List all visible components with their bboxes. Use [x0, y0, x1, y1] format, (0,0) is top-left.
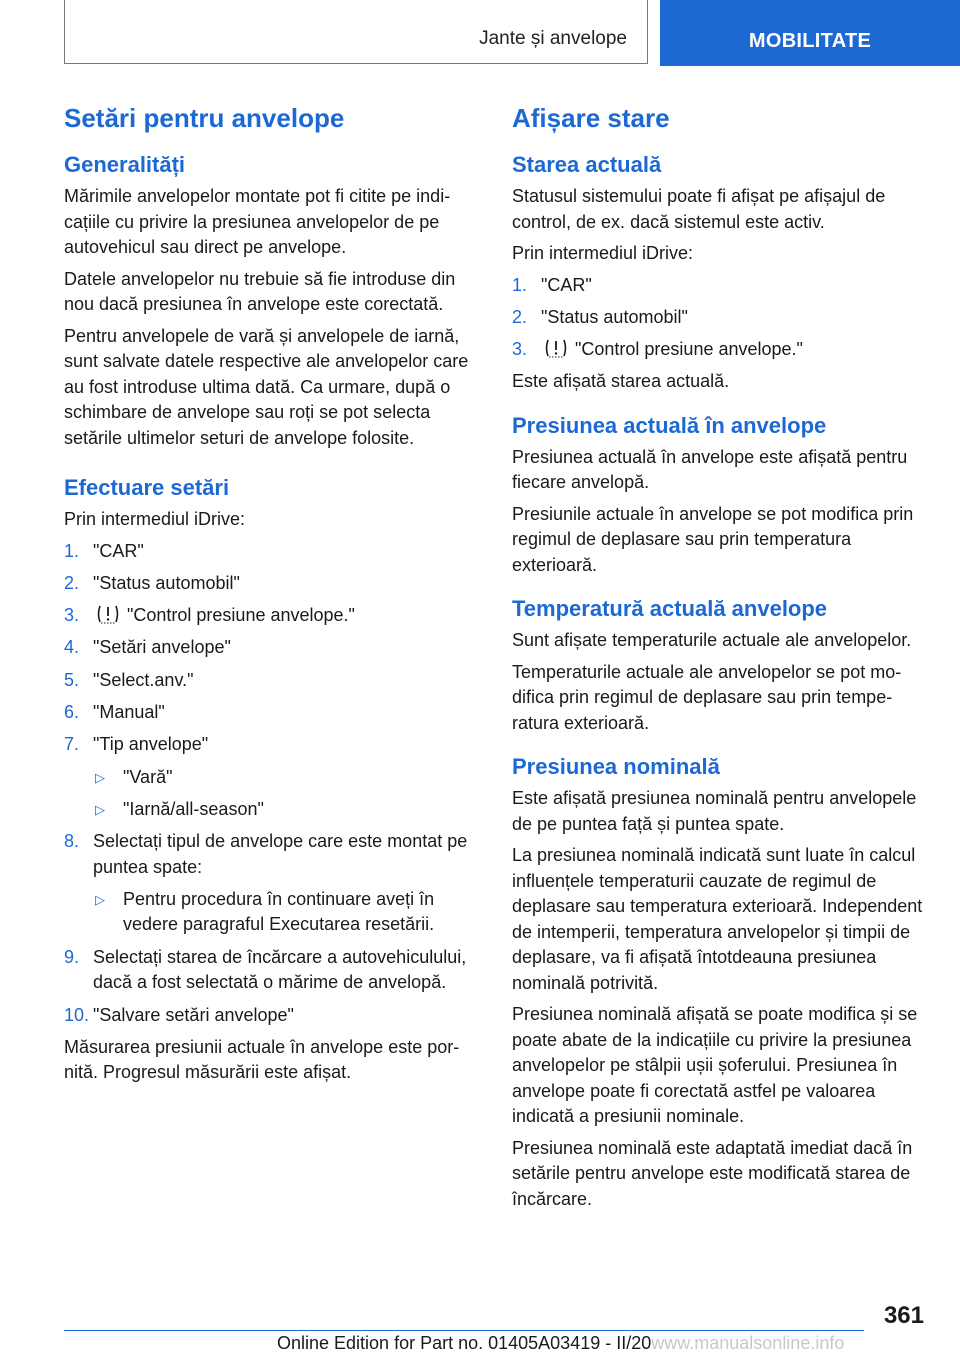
paragraph: Sunt afișate temperaturile actuale ale anvelopelor.	[512, 630, 912, 651]
list-item: 3. "Control presiune anvelope."	[64, 605, 355, 626]
heading-current-status: Starea actuală	[512, 152, 662, 177]
tire-pressure-warning-icon	[544, 338, 568, 358]
paragraph: Presiunea nominală este adaptată imediat dacă în setările pentru anvelope este modificată starea de încărcare.	[512, 1137, 913, 1209]
list-item: 3. "Control presiune anvelope."	[512, 339, 803, 360]
paragraph-intro: Prin intermediul iDrive:	[64, 509, 246, 529]
heading-settings: Efectuare setări	[64, 475, 230, 500]
paragraph: Presiunea actuală în anvelope este afișată pentru fiecare anvelopă.	[512, 446, 908, 493]
list-item: 5. "Select.anv."	[64, 669, 194, 690]
heading-current-pressure: Presiunea actuală în anvelope	[512, 412, 827, 438]
settings-steps-list	[64, 539, 480, 1029]
paragraph: Statusul sistemului poate fi afișat pe afișajul de control, de ex. dacă sistemul este activ.	[512, 186, 886, 232]
list-item: 1. "CAR"	[512, 274, 592, 295]
list-item: 10. "Salvare setări anvelope"	[64, 1004, 294, 1025]
heading-general: Generalități	[64, 152, 186, 177]
triangle-bullet-icon: ▷	[95, 801, 105, 817]
status-steps-list	[512, 273, 928, 363]
paragraph: Pentru anvelopele de vară și anvelopele de iarnă, sunt salvate datele respective ale anvelopelor care au fost introduse ultima dată. Ca urmare, după o schimbare de anvelope sau roți se pot selecta setările ultimelor seturi de anvelope folosite.	[64, 325, 469, 448]
paragraph: Temperaturile actuale ale anvelopelor se pot modifica prin regimul de deplasare sau prin temperatura exterioară.	[512, 661, 902, 733]
section-tab	[64, 0, 648, 64]
triangle-bullet-icon: ▷	[95, 769, 105, 785]
heading-nominal-pressure: Presiunea nominală	[512, 754, 720, 780]
paragraph-closing: Măsurarea presiunii actuale în anvelope este pornită. Progresul măsurării este afișat.	[64, 1036, 460, 1083]
heading-current-temperature: Temperatură actuală anvelope	[512, 596, 828, 622]
list-item: 4. "Setări anvelope"	[64, 637, 231, 658]
sub-list-item: ▷ Pentru procedura în continuare aveți în vedere paragraful Executarea resetării.	[95, 888, 435, 935]
list-item: 9. Selectați starea de încărcare a autovehiculului, dacă a fost selectată o mărime de anvelopă.	[64, 946, 467, 993]
list-item: 2. "Status automobil"	[64, 572, 240, 593]
page-number: 361	[883, 1302, 924, 1329]
right-column	[512, 100, 928, 1218]
page-title-tire-settings: Setări pentru anvelope	[64, 103, 345, 133]
chapter-tab	[660, 0, 960, 66]
list-item: 1. "CAR"	[64, 540, 144, 561]
footer-edition: Online Edition for Part no. 01405A03419 - II/20www.manualsonline.info	[277, 1333, 845, 1353]
list-item: 7. "Tip anvelope"	[64, 734, 209, 755]
sub-list-item: ▷ "Iarnă/all-season"	[64, 797, 480, 823]
section-title: Jante și anvelope	[479, 28, 627, 49]
tire-pressure-warning-icon	[96, 604, 120, 624]
triangle-bullet-icon: ▷	[95, 891, 105, 907]
list-item: 2. "Status automobil"	[512, 306, 688, 327]
paragraph: Datele anvelopelor nu trebuie să fie introduse din nou dacă presiunea în anvelope este corectată.	[64, 268, 456, 314]
page-title-status-display: Afișare stare	[512, 103, 670, 133]
sub-list-item: ▷ "Vară"	[64, 765, 480, 791]
paragraph: Este afișată presiunea nominală pentru anvelopele de pe puntea față și puntea spate.	[512, 788, 917, 834]
paragraph: La presiunea nominală indicată sunt luate în calcul influențele temperaturii cauzate de regimul de deplasare sau temperatura exterioară. Independent de intemperii, temperatura anvelopelor și timpii de deplasare, va fi afișată întotdeauna presiunea nominală potrivită.	[512, 845, 923, 993]
footer-divider	[64, 1330, 864, 1331]
left-column	[64, 100, 480, 1092]
page-header	[0, 0, 960, 66]
paragraph: Este afișată starea actuală.	[512, 371, 730, 392]
paragraph-intro: Prin intermediul iDrive:	[512, 243, 694, 263]
watermark: www.manualsonline.info	[651, 1333, 845, 1353]
chapter-title: MOBILITATE	[748, 30, 872, 52]
paragraph: Presiunea nominală afișată se poate modifica și se poate abate de la indicațiile cu privire la presiunea anvelopelor pe stâlpii ușii șoferului. Presiunea în anvelope poate fi corectată astfel pe valoarea indicată a presiunii nominale.	[512, 1004, 918, 1127]
paragraph: Presiunile actuale în anvelope se pot modifica prin regimul de deplasare sau prin temperatura exterioară.	[512, 503, 914, 575]
list-item: 6. "Manual"	[64, 701, 165, 722]
list-item: 8. Selectați tipul de anvelope care este montat pe puntea spate:	[64, 831, 468, 877]
paragraph: Mărimile anvelopelor montate pot fi citite pe indicațiile cu privire la presiunea anvelopelor de pe autovehicul sau direct pe anvelope.	[64, 186, 451, 257]
